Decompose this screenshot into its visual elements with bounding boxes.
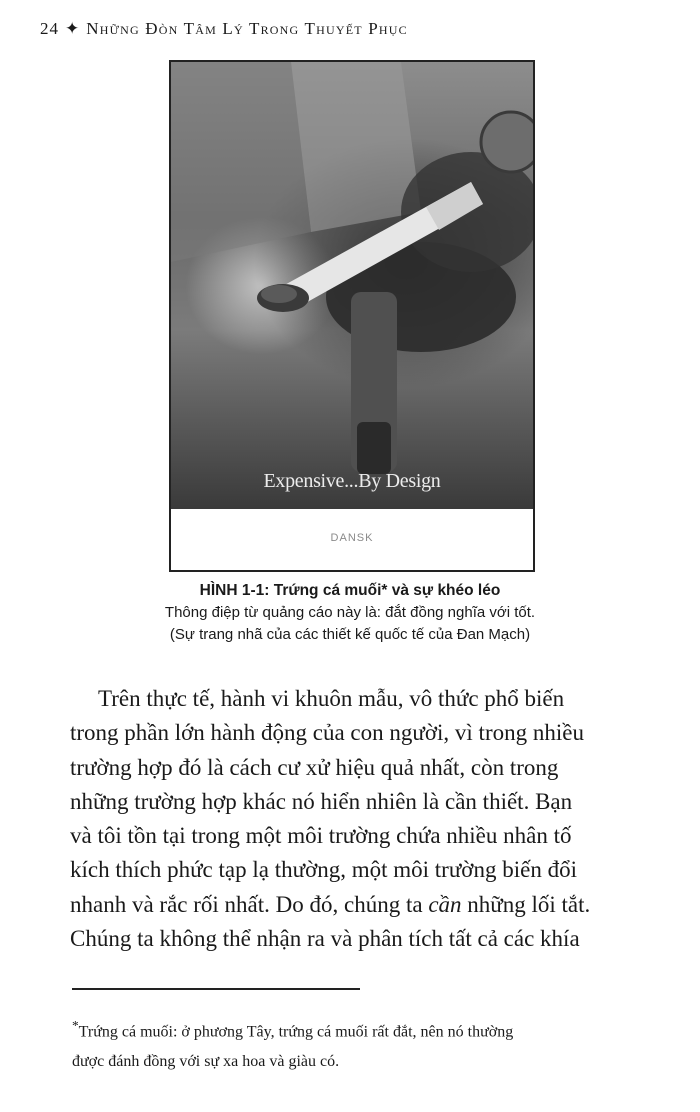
figure-frame	[169, 60, 535, 572]
caption-title: HÌNH 1-1: Trứng cá muối* và sự khéo léo	[199, 582, 501, 599]
body-line: những trường hợp khác nó hiển nhiên là cần thiết. Bạn	[70, 788, 573, 814]
body-line: Trên thực tế, hành vi khuôn mẫu, vô thức phổ biến	[98, 686, 565, 711]
body-line: và tôi tồn tại trong một môi trường chứa nhiều nhân tố	[70, 823, 572, 849]
caption-line-2: (Sự trang nhã của các thiết kế quốc tế của Đan Mạch)	[169, 626, 531, 643]
body-line: Chúng ta không thể nhận ra và phân tích tất cả các khía	[70, 926, 580, 952]
cigarette-ashtray-illustration	[171, 62, 533, 509]
book-title: Những Đòn Tâm Lý Trong Thuyết Phục	[86, 19, 408, 38]
header-separator-icon: ✦	[65, 19, 81, 38]
body-line: kích thích phức tạp lạ thường, một môi trường biến đổi	[70, 857, 577, 883]
figure-caption	[0, 580, 700, 646]
advertisement-photo	[171, 62, 533, 509]
footnote-marker: *	[72, 1018, 79, 1033]
body-line: trường hợp đó là cách cư xử hiệu quả nhất, còn trong	[70, 754, 559, 780]
body-line	[70, 888, 650, 922]
footnote-line-1	[72, 1011, 672, 1047]
body-line: trong phần lớn hành động của con người, vì trong nhiều	[70, 720, 584, 746]
ad-brand-logo: DANSK	[330, 532, 374, 544]
footnote-line-2: được đánh đồng với sự xa hoa và giàu có.	[72, 1053, 340, 1071]
footnote-divider	[72, 988, 360, 990]
footnote	[72, 1011, 672, 1077]
page-number: 24	[40, 19, 59, 38]
body-line-text: nhanh và rắc rối nhất. Do đó, chúng ta	[70, 891, 429, 917]
body-paragraph	[70, 682, 650, 956]
running-header	[40, 19, 408, 39]
ad-tagline: Expensive...By Design	[263, 470, 441, 492]
caption-line-1: Thông điệp từ quảng cáo này là: đắt đồng nghĩa với tốt.	[164, 604, 536, 621]
footnote-text: Trứng cá muối: ở phương Tây, trứng cá muối rất đắt, nên nó thường	[78, 1023, 514, 1041]
body-line-text: những lối tắt.	[461, 891, 591, 917]
emphasis-word: cần	[428, 891, 462, 917]
